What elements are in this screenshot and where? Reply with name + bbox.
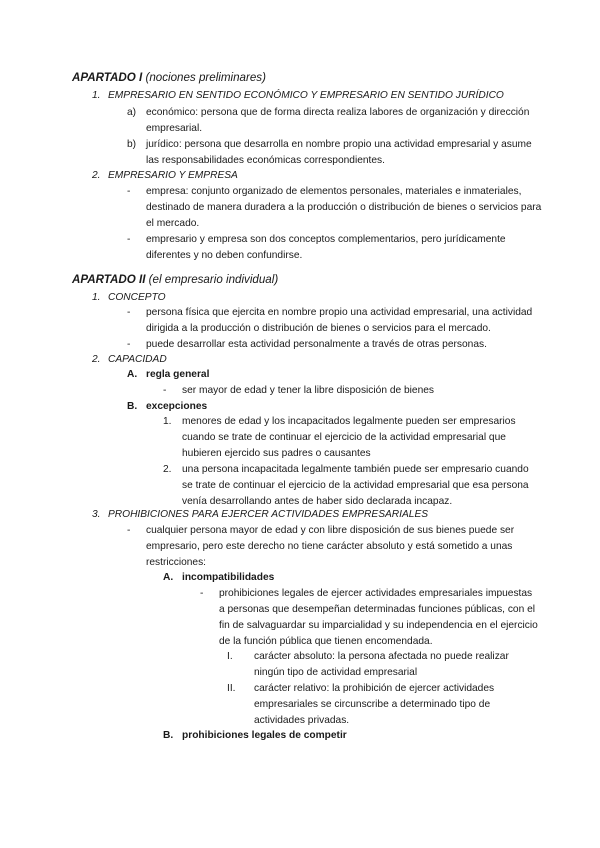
list-marker: I. <box>227 651 233 662</box>
bullet-dash: - <box>127 339 131 350</box>
subheading: excepciones <box>146 401 208 412</box>
bullet-dash: - <box>200 588 204 599</box>
text-line: empresario, pero este derecho no tiene carácter absoluto y está sometido a unas <box>146 541 513 552</box>
text-line: económico: persona que de forma directa realiza labores de organización y dirección <box>146 107 530 118</box>
text-line: cualquier persona mayor de edad y con libre disposición de sus bienes puede ser <box>146 525 515 536</box>
text-line: diferentes y no deben confundirse. <box>146 250 303 261</box>
text-line: el mercado. <box>146 218 200 229</box>
text-line: restricciones: <box>146 557 207 568</box>
subheading: regla general <box>146 369 210 380</box>
text-line: cuando se trate de continuar el ejercicio de la actividad empresarial que <box>182 432 506 443</box>
item-title: EMPRESARIO Y EMPRESA <box>108 170 238 181</box>
text-line: venía desarrollando antes de haber sido declarada incapaz. <box>182 496 453 507</box>
list-marker: B. <box>127 401 138 412</box>
list-marker: 2. <box>163 464 172 475</box>
text-line: empresa: conjunto organizado de elementos personales, materiales e inmateriales, <box>146 186 522 197</box>
text-line: empresarial. <box>146 123 203 134</box>
text-line: carácter absoluto: la persona afectada no puede realizar <box>254 651 509 662</box>
text-line: actividades privadas. <box>254 715 350 726</box>
bullet-dash: - <box>163 385 167 396</box>
item-title: EMPRESARIO EN SENTIDO ECONÓMICO Y EMPRESARIO EN SENTIDO JURÍDICO <box>108 90 504 101</box>
text-line: destinado de manera duradera a la producción o distribución de bienes o servicios para <box>146 202 542 213</box>
text-line: prohibiciones legales de ejercer actividades empresariales impuestas <box>219 588 533 599</box>
section-2-subtitle: (el empresario individual) <box>148 273 279 286</box>
item-number: 3. <box>92 509 101 520</box>
text-line: las responsabilidades económicas correspondientes. <box>146 155 385 166</box>
section-2-heading <box>72 272 278 288</box>
item-number: 1. <box>92 90 101 101</box>
list-marker: b) <box>127 139 137 150</box>
text-line: puede desarrollar esta actividad personalmente a través de otras personas. <box>146 339 487 350</box>
bullet-dash: - <box>127 307 131 318</box>
item-number: 2. <box>92 170 101 181</box>
text-line: se trate de continuar el ejercicio de la actividad empresarial que esa persona <box>182 480 529 491</box>
subheading: prohibiciones legales de competir <box>182 730 347 741</box>
text-line: carácter relativo: la prohibición de ejercer actividades <box>254 683 495 694</box>
text-line: ser mayor de edad y tener la libre disposición de bienes <box>182 385 435 396</box>
text-line: dirigida a la producción o distribución de bienes o servicios para el mercado. <box>146 323 491 334</box>
text-line: de la función pública que tienen encomendada. <box>219 636 433 647</box>
section-1-heading <box>72 70 266 86</box>
section-1-subtitle: (nociones preliminares) <box>145 71 266 84</box>
list-marker: A. <box>127 369 138 380</box>
list-marker: A. <box>163 572 174 583</box>
text-line: empresariales se circunscribe a determinado tipo de <box>254 699 491 710</box>
item-number: 1. <box>92 292 101 303</box>
list-marker: B. <box>163 730 174 741</box>
section-1-title: APARTADO I <box>72 71 143 84</box>
item-title: PROHIBICIONES PARA EJERCER ACTIVIDADES EMPRESARIALES <box>108 509 429 520</box>
list-marker: II. <box>227 683 236 694</box>
text-line: una persona incapacitada legalmente también puede ser empresario cuando <box>182 464 529 475</box>
section-2-title: APARTADO II <box>72 273 146 286</box>
text-line: empresario y empresa son dos conceptos complementarios, pero jurídicamente <box>146 234 506 245</box>
subheading: incompatibilidades <box>182 572 275 583</box>
text-line: menores de edad y los incapacitados legalmente pueden ser empresarios <box>182 416 516 427</box>
bullet-dash: - <box>127 186 131 197</box>
list-marker: 1. <box>163 416 172 427</box>
text-line: jurídico: persona que desarrolla en nombre propio una actividad empresarial y asume <box>146 139 532 150</box>
item-title: CONCEPTO <box>108 292 166 303</box>
text-line: a personas que desempeñan determinadas funciones públicas, con el <box>219 604 536 615</box>
text-line: persona física que ejercita en nombre propio una actividad empresarial, una actividad <box>146 307 533 318</box>
item-number: 2. <box>92 354 101 365</box>
item-title: CAPACIDAD <box>108 354 167 365</box>
list-marker: a) <box>127 107 137 118</box>
bullet-dash: - <box>127 525 131 536</box>
text-line: ningún tipo de actividad empresarial <box>254 667 418 678</box>
text-line: fin de salvaguardar su imparcialidad y su independencia en el ejercicio <box>219 620 538 631</box>
text-line: hubieren ejercido sus padres o causantes <box>182 448 371 459</box>
bullet-dash: - <box>127 234 131 245</box>
